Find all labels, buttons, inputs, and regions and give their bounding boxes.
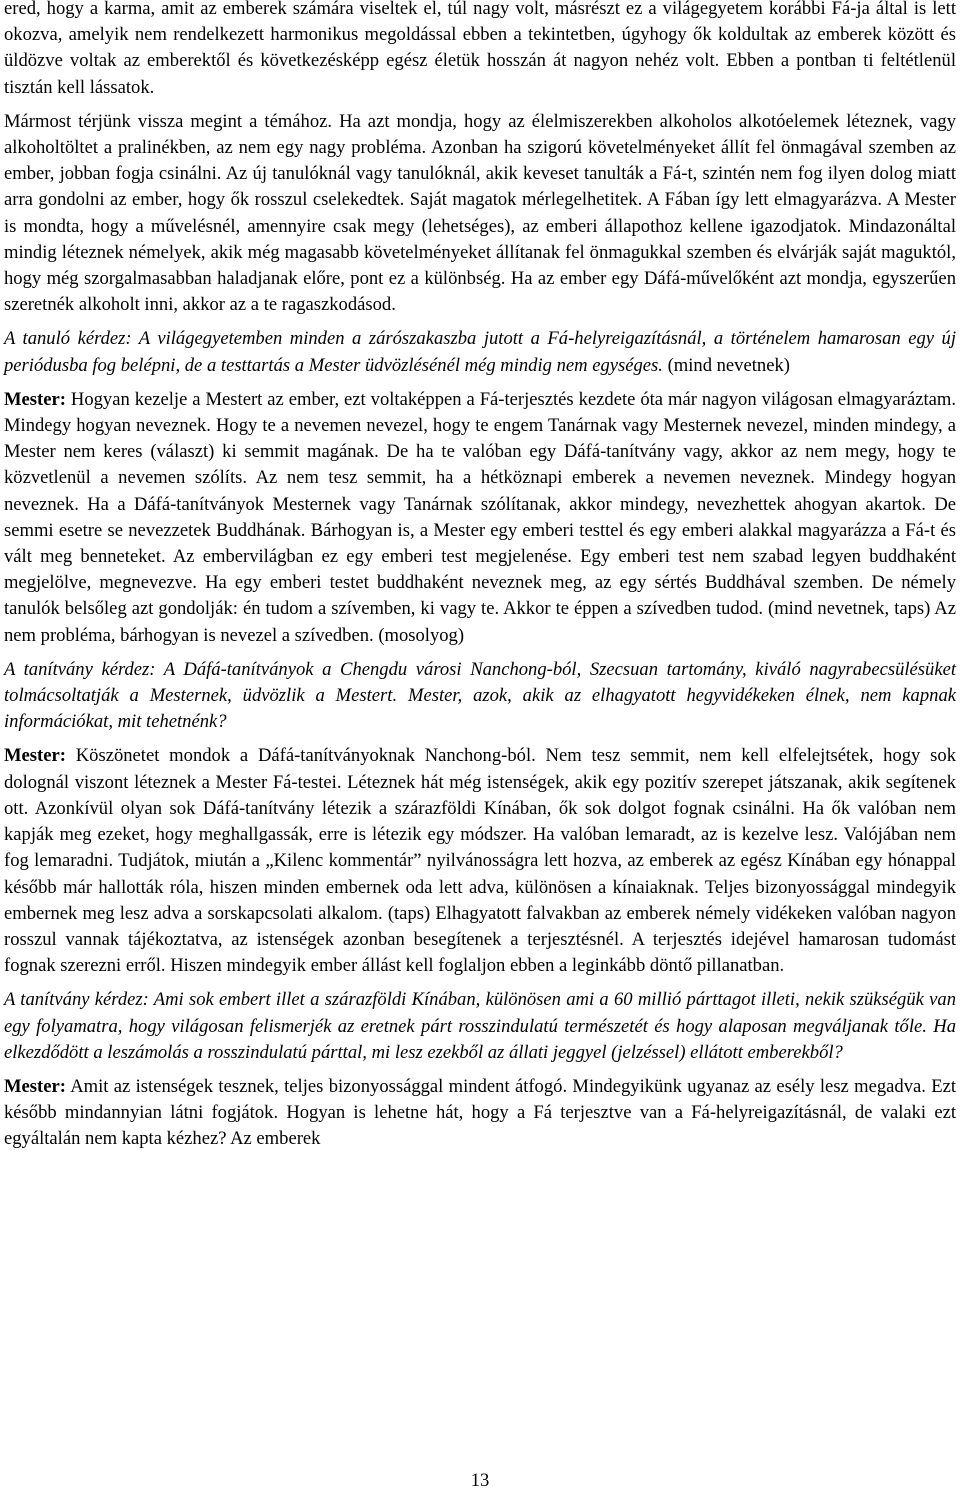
question-text: A tanítvány kérdez: Ami sok embert illet a szárazföldi Kínában, különösen ami a 60 millió párttagot illeti, nekik szükségük van egy folyamatra, hogy világosan felismerjék az eretnek párt rosszindulatú természetét és hogy alaposan megváljanak tőle. Ha elkezdődött a leszámolás a rosszindulatú párttal, mi lesz ezekből az állati jeggyel (jelzéssel) ellátott emberekből? bbox=[4, 989, 956, 1063]
speaker-label: Mester: bbox=[4, 745, 66, 767]
answer-text: Köszönetet mondok a Dáfá-tanítványoknak Nanchong-ból. Nem tesz semmit, nem kell elfelejtsétek, hogy sok dolognál viszont léteznek a Mester Fá-testei. Léteznek hát még istenségek, akik egy pozitív szerepet játszanak, akik segítenek ott. Azonkívül olyan sok Dáfá-tanítvány létezik a szárazföldi Kínában, ők sok dolgot fognak csinálni. Ha ők valóban nem kapják meg ezeket, hogy meghallgassák, erre is létezik egy módszer. Ha valóban lemaradt, az is kezelve lesz. Valójában nem fog lemaradni. Tudjátok, miután a „Kilenc kommentár” nyilvánosságra lett hozva, az emberek az egész Kínában egy hónappal később már hallották róla, hiszen minden embernek oda lett adva, különösen a kínaiaknak. Teljes bizonyossággal mindegyik embernek meg lesz adva a sorskapcsolati alkalom. (taps) Elhagyatott falvakban az emberek némely vidékeken valóban nagyon rosszul vannak tájékoztatva, az istenségek azonban besegítenek a terjesztésnél. A terjesztés idejével hamarosan tudomást fognak szerezni erről. Hiszen mindegyik ember állást kell foglaljon ebben a leginkább döntő pillanatban. bbox=[4, 745, 956, 977]
audience-note: (mind nevetnek) bbox=[662, 354, 790, 376]
master-answer-3 bbox=[4, 1074, 956, 1153]
paragraph-karma: ered, hogy a karma, amit az emberek számára viseltek el, túl nagy volt, másrészt ez a világegyetem korábbi Fá-ja által is lett okozva, amelyik nem rendelkezett harmonikus megoldással ebben a tekintetben, úgyhogy ők koldultak az emberek között és üldözve voltak az emberektől és következésképp egész életük hosszán át nagyon nehéz volt. Ebben a pontban ti feltétlenül tisztán kell lássatok. bbox=[4, 0, 956, 98]
paragraph-alcohol: Mármost térjünk vissza megint a témához. Ha azt mondja, hogy az élelmiszerekben alkoholos alkotóelemek léteznek, vagy alkoholtöltet a pralinékben, az nem egy nagy probléma. Azonban ha szigorú követelményeket állít fel önmagával szemben az ember, jobban fogja csinálni. Az új tanulóknál vagy tanulóknál, akik keveset tanulták a Fá-t, szintén nem fog ilyen dolog miatt arra gondolni az ember, hogy ők rosszul cselekedtek. Saját magatok mérlegelhetitek. A Fában így lett elmagyarázva. A Mester is mondta, hogy a művelésnél, amennyire csak megy (lehetséges), az emberi állapothoz kellene igazodjatok. Mindazonáltal mindig léteznek némelyek, akik még magasabb követelményeket állítanak fel önmagukkal szemben és elvárják saját maguktól, hogy még szorgalmasabban haladjanak előre, pont ez a különbség. Ha az ember egy Dáfá-művelőként azt mondja, egyszerűen szeretnék alkoholt inni, akkor az a te ragaszkodásod. bbox=[4, 110, 956, 316]
answer-text: Hogyan kezelje a Mestert az ember, ezt voltaképpen a Fá-terjesztés kezdete óta már nagyon világosan elmagyaráztam. Mindegy hogyan neveznek. Hogy te a nevemen nevezel, hogy te engem Tanárnak vagy Mesternek nevezel, minden mindegy, a Mester nem keres (választ) ki semmit magának. De ha te valóban egy Dáfá-tanítvány vagy, akkor az nem megy, hogy te közvetlenül a nevemen szólíts. Az nem tesz semmit, ha a hétköznapi emberek a nevemen neveznek. Mindegy hogyan neveznek. Ha a Dáfá-tanítványok Mesternek vagy Tanárnak szólítanak, akkor mindegy, nevezhettek ahogyan akartok. De semmi esetre se nevezzetek Buddhának. Bárhogyan is, a Mester egy emberi testtel és egy emberi alakkal magyarázza a Fá-t és vált meg benneteket. Az embervilágban ez egy emberi test megjelenése. Egy emberi test nem szabad legyen buddhaként megjelölve, megnevezve. Ha egy emberi testet buddhaként neveznek meg, az egy sértés Buddhával szemben. De némely tanulók belsőleg azt gondolják: én tudom a szívemben, ki vagy te. Akkor te éppen a szívedben tudod. (mind nevetnek, taps) Az nem probléma, bárhogyan is nevezel a szívedben. (mosolyog) bbox=[4, 388, 956, 646]
master-answer-2 bbox=[4, 743, 956, 979]
document-page bbox=[4, 0, 956, 1153]
question-text: A tanítvány kérdez: A Dáfá-tanítványok a Chengdu városi Nanchong-ból, Szecsuan tartomány, kiváló nagyrabecsülésüket tolmácsoltatják a Mesternek, üdvözlik a Mestert. Mester, azok, akik az elhagyatott hegyvidékeken élnek, nem kapnak információkat, mit tehetnénk? bbox=[4, 658, 956, 733]
page-number: 13 bbox=[470, 1470, 490, 1491]
student-question-1 bbox=[4, 326, 956, 378]
question-text: A tanuló kérdez: A világegyetemben minden a zárószakaszba jutott a Fá-helyreigazításnál, a történelem hamarosan egy új periódusba fog belépni, de a testtartás a Mester üdvözlésénél még mindig nem egységes. bbox=[4, 328, 956, 376]
speaker-label: Mester: bbox=[4, 1075, 66, 1097]
speaker-label: Mester: bbox=[4, 388, 66, 410]
student-question-3 bbox=[4, 987, 956, 1066]
answer-text: Amit az istenségek tesznek, teljes bizonyossággal mindent átfogó. Mindegyikünk ugyanaz az esély lesz megadva. Ezt később mindannyian látni fogjátok. Hogyan is lehetne hát, hogy a Fá terjesztve van a Fá-helyreigazításnál, de valaki ezt egyáltalán nem kapta kézhez? Az emberek bbox=[4, 1075, 956, 1150]
student-question-2 bbox=[4, 657, 956, 736]
master-answer-1 bbox=[4, 387, 956, 649]
